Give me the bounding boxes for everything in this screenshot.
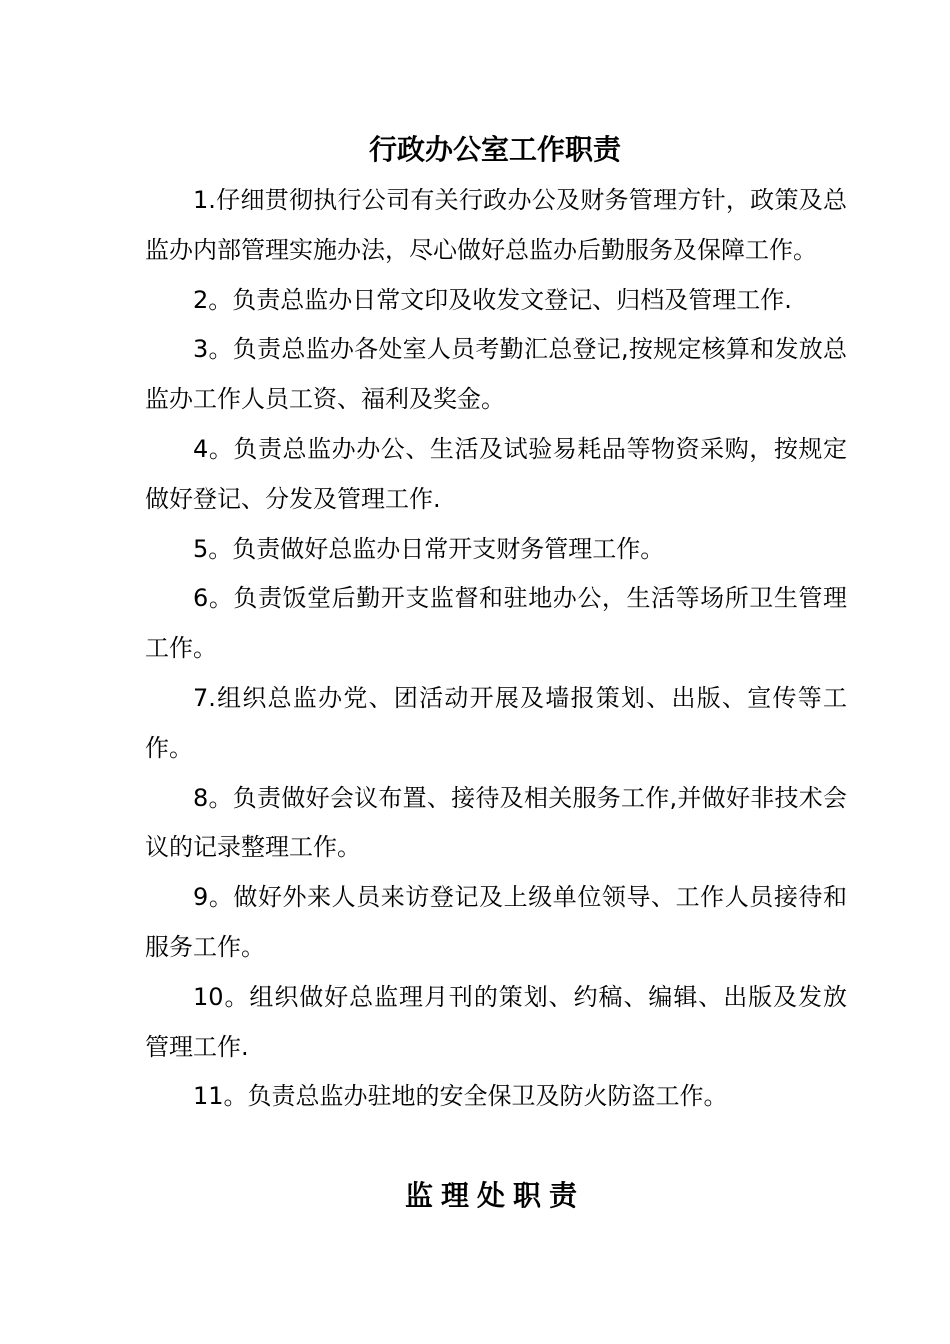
paragraph-5: 5。负责做好总监办日常开支财务管理工作。: [193, 534, 665, 563]
paragraph-11: 11。负责总监办驻地的安全保卫及防火防盗工作。: [193, 1082, 728, 1111]
paragraph-8: 8。负责做好会议布置、接待及相关服务工作,并做好非技术会议的记录整理工作。: [145, 783, 847, 862]
paragraph-10: 10。组织做好总监理月刊的策划、约稿、编辑、出版及发放管理工作.: [145, 982, 847, 1061]
paragraph-6: 6。负责饭堂后勤开支监督和驻地办公，生活等场所卫生管理工作。: [145, 584, 847, 663]
paragraph-9: 9。做好外来人员来访登记及上级单位领导、工作人员接待和服务工作。: [145, 883, 847, 961]
document-body: [145, 176, 847, 1122]
paragraph-2: 2。负责总监办日常文印及收发文登记、归档及管理工作.: [193, 285, 792, 314]
paragraph-1: 1.仔细贯彻执行公司有关行政办公及财务管理方针，政策及总监办内部管理实施办法，尽心做好总监办后勤服务及保障工作。: [145, 186, 847, 264]
paragraph-4: 4。负责总监办办公、生活及试验易耗品等物资采购，按规定做好登记、分发及管理工作.: [145, 434, 847, 513]
next-section-title: 监理处职责: [404, 1179, 585, 1212]
paragraph-7: 7.组织总监办党、团活动开展及墙报策划、出版、宣传等工作。: [145, 683, 847, 762]
section-title: 行政办公室工作职责: [368, 133, 621, 166]
paragraph-3: 3。负责总监办各处室人员考勤汇总登记,按规定核算和发放总监办工作人员工资、福利及奖金。: [145, 335, 847, 414]
